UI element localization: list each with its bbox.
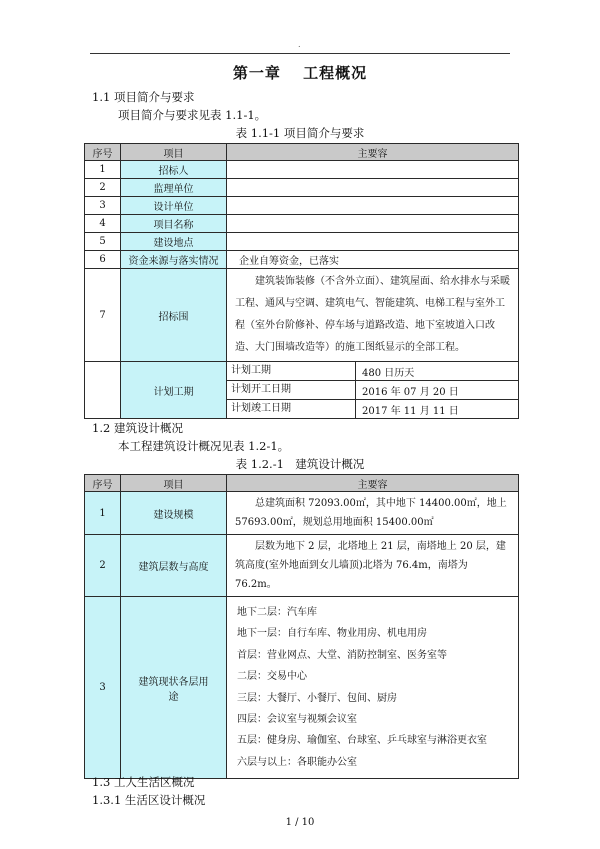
floor-item: 首层：营业网点、大堂、消防控制室、医务室等 bbox=[237, 649, 447, 661]
schedule-value: 2016 年 07 月 20 日 bbox=[362, 386, 459, 398]
page-number: 1 / 10 bbox=[285, 817, 315, 828]
schedule-value: 480 日历天 bbox=[362, 367, 415, 379]
table-row bbox=[85, 233, 519, 251]
schedule-line bbox=[227, 381, 519, 400]
table-row bbox=[85, 251, 519, 269]
row-item: 监理单位 bbox=[121, 179, 227, 197]
header-item: 项目 bbox=[121, 475, 227, 492]
row-no: 3 bbox=[85, 197, 121, 215]
row-content bbox=[227, 161, 519, 179]
architecture-table bbox=[84, 474, 519, 779]
floor-usage-list bbox=[227, 597, 519, 779]
schedule-label: 计划工期 bbox=[227, 362, 356, 380]
row-item: 建筑层数与高度 bbox=[121, 535, 227, 597]
table-header-row bbox=[85, 475, 519, 492]
row-item: 建设规模 bbox=[121, 492, 227, 535]
row-content-scope: 建筑装饰装修（不含外立面）、建筑屋面、给水排水与采暖工程、通风与空调、建筑电气、智能建筑、电梯工程与室外工程（室外台阶修补、停车场与道路改造、地下室坡道入口改造、大门围墙改造等）的施工图纸显示的全部工程。 bbox=[227, 269, 519, 362]
row-item: 招标围 bbox=[121, 269, 227, 362]
floor-item: 二层：交易中心 bbox=[237, 671, 307, 683]
table-header-row bbox=[85, 144, 519, 161]
row-content bbox=[227, 233, 519, 251]
row-content: 总建筑面积 72093.00㎡，其中地下 14400.00㎡，地上 57693.00㎡，规划总用地面积 15400.00㎡ bbox=[227, 492, 519, 535]
row-item: 建筑现状各层用途 bbox=[121, 597, 227, 779]
row-no: 1 bbox=[85, 492, 121, 535]
floor-item: 六层与以上：各职能办公室 bbox=[237, 756, 357, 768]
table-row bbox=[85, 197, 519, 215]
section-1-3-1-heading: 1.3.1 生活区设计概况 bbox=[92, 793, 206, 807]
header-rule bbox=[90, 53, 510, 54]
row-no: 1 bbox=[85, 161, 121, 179]
row-no: 7 bbox=[85, 269, 121, 362]
schedule-label: 计划开工日期 bbox=[227, 381, 356, 399]
section-1-2-heading: 1.2 建筑设计概况 bbox=[92, 421, 183, 435]
row-no: 5 bbox=[85, 233, 121, 251]
schedule-label: 计划竣工日期 bbox=[227, 400, 356, 418]
row-no: 2 bbox=[85, 535, 121, 597]
schedule-item: 计划工期 bbox=[121, 362, 227, 419]
row-no: 4 bbox=[85, 215, 121, 233]
floor-item: 地下二层：汽车库 bbox=[237, 606, 317, 618]
schedule-value: 2017 年 11 月 11 日 bbox=[362, 405, 459, 417]
row-content bbox=[227, 215, 519, 233]
header-no: 序号 bbox=[85, 475, 121, 492]
row-no: 6 bbox=[85, 251, 121, 269]
table-row bbox=[85, 492, 519, 535]
section-1-2-intro: 本工程建筑设计概况见表 1.2-1。 bbox=[118, 439, 290, 453]
floor-item: 地下一层：自行车库、物业用房、机电用房 bbox=[237, 628, 427, 640]
header-content: 主要容 bbox=[227, 475, 519, 492]
row-item: 项目名称 bbox=[121, 215, 227, 233]
header-no: 序号 bbox=[85, 144, 121, 161]
header-content: 主要容 bbox=[227, 144, 519, 161]
row-item: 设计单位 bbox=[121, 197, 227, 215]
chapter-title: 第一章 工程概况 bbox=[232, 64, 368, 82]
table-row bbox=[85, 179, 519, 197]
project-summary-table bbox=[84, 143, 519, 419]
row-content bbox=[227, 197, 519, 215]
section-1-1-intro: 项目简介与要求见表 1.1-1。 bbox=[118, 108, 267, 122]
row-item: 招标人 bbox=[121, 161, 227, 179]
schedule-row bbox=[85, 362, 519, 381]
table-1-1-caption: 表 1.1-1 项目简介与要求 bbox=[235, 126, 365, 140]
table-1-2-caption: 表 1.2.-1 建筑设计概况 bbox=[235, 457, 365, 471]
table-row bbox=[85, 597, 519, 779]
row-content: 层数为地下 2 层，北塔地上 21 层，南塔地上 20 层，建筑高度(室外地面到女儿墙顶)北塔为 76.4m，南塔为 76.2m。 bbox=[227, 535, 519, 597]
row-item: 建设地点 bbox=[121, 233, 227, 251]
section-1-1-heading: 1.1 项目简介与要求 bbox=[92, 90, 195, 104]
floor-item: 五层：健身房、瑜伽室、台球室、乒乓球室与淋浴更衣室 bbox=[237, 735, 487, 747]
floor-item: 三层：大餐厅、小餐厅、包间、厨房 bbox=[237, 692, 397, 704]
header-dot: . bbox=[298, 40, 301, 49]
schedule-no bbox=[85, 362, 121, 419]
table-row bbox=[85, 535, 519, 597]
floor-item: 四层：会议室与视频会议室 bbox=[237, 713, 357, 725]
schedule-line bbox=[227, 400, 519, 419]
table-row bbox=[85, 269, 519, 362]
schedule-line bbox=[227, 362, 519, 381]
table-row bbox=[85, 161, 519, 179]
section-1-3-heading: 1.3 工人生活区概况 bbox=[92, 775, 195, 789]
header-item: 项目 bbox=[121, 144, 227, 161]
row-no: 3 bbox=[85, 597, 121, 779]
table-row bbox=[85, 215, 519, 233]
row-content bbox=[227, 179, 519, 197]
row-item: 资金来源与落实情况 bbox=[121, 251, 227, 269]
row-no: 2 bbox=[85, 179, 121, 197]
row-content: 企业自筹资金，已落实 bbox=[227, 251, 519, 269]
